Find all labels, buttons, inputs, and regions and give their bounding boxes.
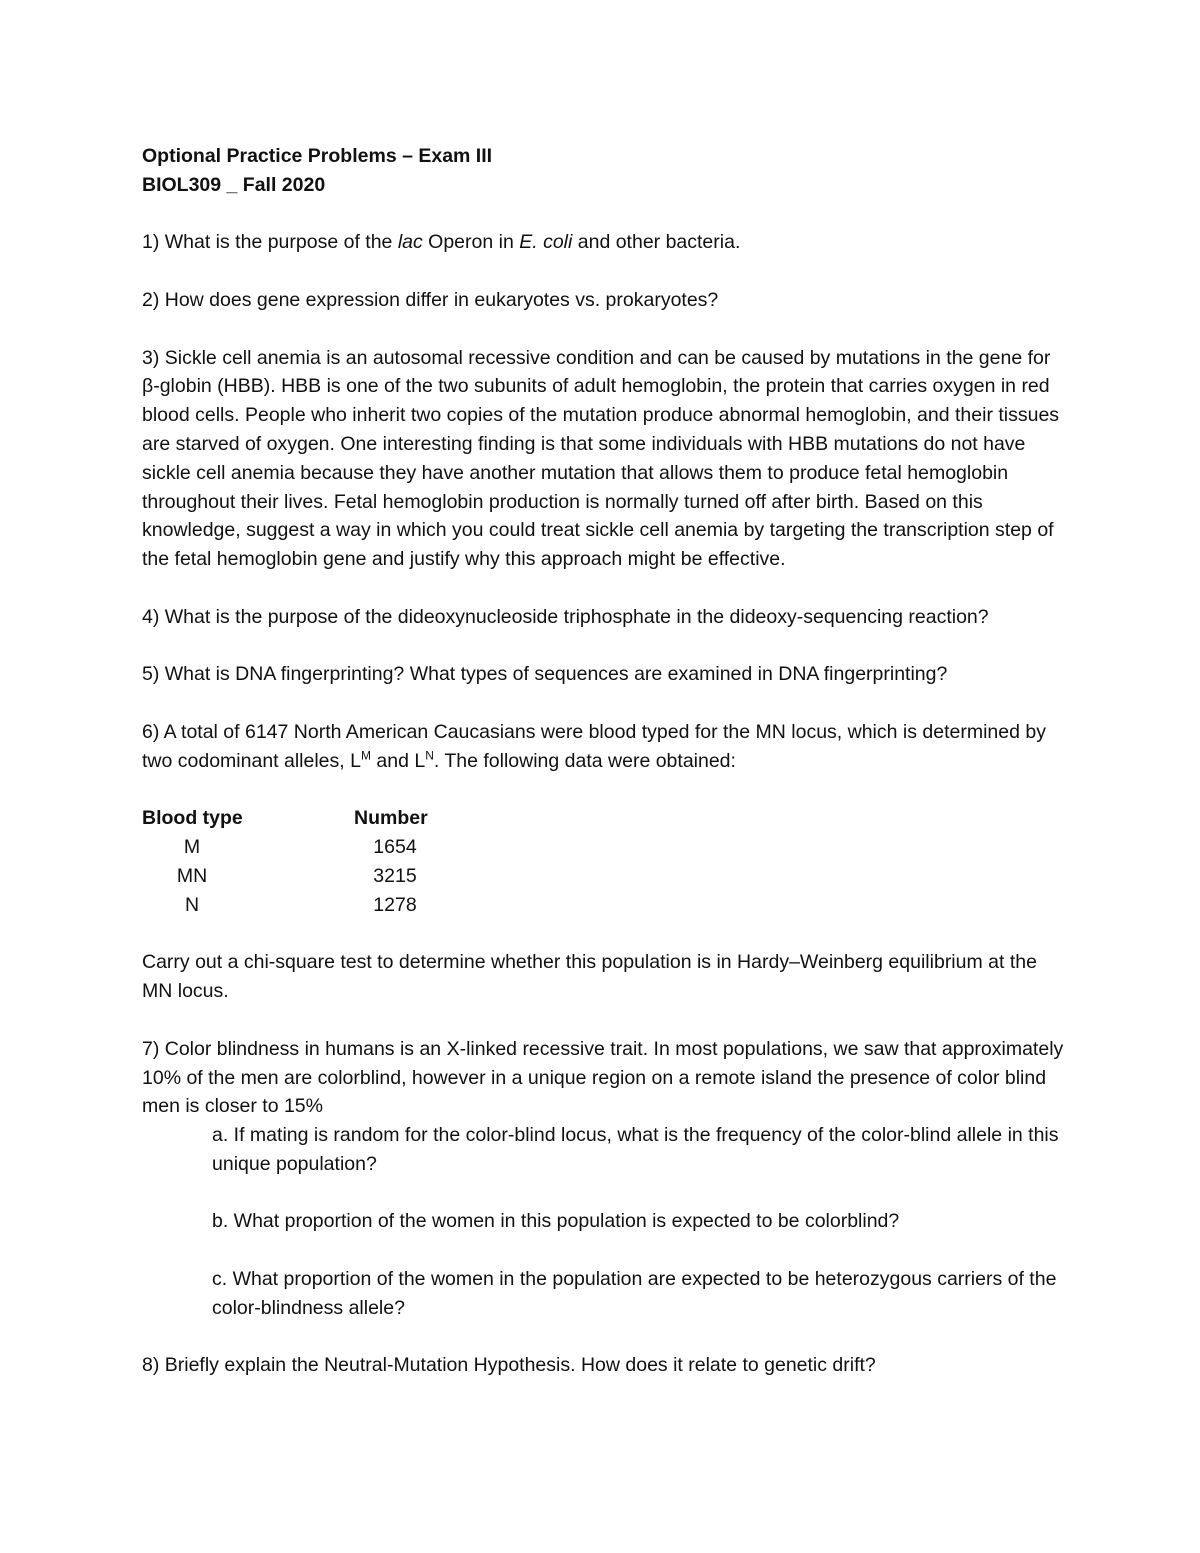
question-1: 1) What is the purpose of the lac Operon in E. coli and other bacteria. — [142, 231, 741, 254]
lac-term: lac — [397, 231, 423, 254]
column-header-number: Number — [354, 807, 428, 830]
number-cell: 3215 — [373, 864, 417, 887]
document-body — [142, 142, 1072, 1380]
question-8: 8) Briefly explain the Neutral-Mutation Hypothesis. How does it relate to genetic drift? — [142, 1354, 876, 1377]
blood-type-table — [142, 804, 436, 919]
question-4: 4) What is the purpose of the dideoxynucleoside triphosphate in the dideoxy-sequencing reaction? — [142, 605, 989, 628]
table-row — [142, 891, 436, 920]
question-7-intro: 7) Color blindness in humans is an X-linked recessive trait. In most populations, we saw that approximately 10% of the men are colorblind, however in a unique region on a remote island the presence of color blind men is closer to 15% — [142, 1037, 1064, 1118]
blood-type-cell: M — [183, 836, 201, 859]
question-3: 3) Sickle cell anemia is an autosomal recessive condition and can be caused by mutations in the gene for β-globin (HBB). HBB is one of the two subunits of adult hemoglobin, the protein that carries oxygen in red blood cells. People who inherit two copies of the mutation produce abnormal hemoglobin, and their tissues are starved of oxygen. One interesting finding is that some individuals with HBB mutations do not have sickle cell anemia because they have another mutation that allows them to produce fetal hemoglobin throughout their lives. Fetal hemoglobin production is normally turned off after birth. Based on this knowledge, suggest a way in which you could treat sickle cell anemia by targeting the transcription step of the fetal hemoglobin gene and justify why this approach might be effective. — [142, 346, 1060, 571]
number-cell: 1278 — [373, 893, 417, 916]
question-7b: b. What proportion of the women in this population is expected to be colorblind? — [212, 1210, 900, 1233]
blood-type-cell: MN — [176, 864, 208, 887]
question-5: 5) What is DNA fingerprinting? What types of sequences are examined in DNA fingerprinting? — [142, 663, 948, 686]
blood-type-cell: N — [184, 893, 200, 916]
document-title: Optional Practice Problems – Exam III — [142, 145, 493, 167]
question-6-task: Carry out a chi-square test to determine whether this population is in Hardy–Weinberg equilibrium at the MN locus. — [142, 951, 1037, 1003]
ecoli-term: E. coli — [519, 231, 573, 254]
table-row — [142, 833, 436, 862]
course-label: BIOL309 _ Fall 2020 — [142, 173, 326, 196]
allele-n-superscript: N — [425, 748, 434, 763]
number-cell: 1654 — [373, 836, 417, 859]
question-2: 2) How does gene expression differ in eukaryotes vs. prokaryotes? — [142, 288, 719, 311]
question-6-intro: 6) A total of 6147 North American Caucasians were blood typed for the MN locus, which is determined by two codominant alleles, $L^M$ and $L^N$. The following data were obtained: — [142, 720, 1046, 772]
table-row — [142, 862, 436, 891]
question-7a: a. If mating is random for the color-blind locus, what is the frequency of the color-blind allele in this unique population? — [212, 1124, 1059, 1175]
table-header-row — [142, 804, 436, 833]
allele-m-superscript: M — [360, 748, 371, 763]
question-7c: c. What proportion of the women in the population are expected to be heterozygous carriers of the color-blindness allele? — [212, 1268, 1057, 1319]
column-header-blood-type: Blood type — [142, 807, 243, 830]
